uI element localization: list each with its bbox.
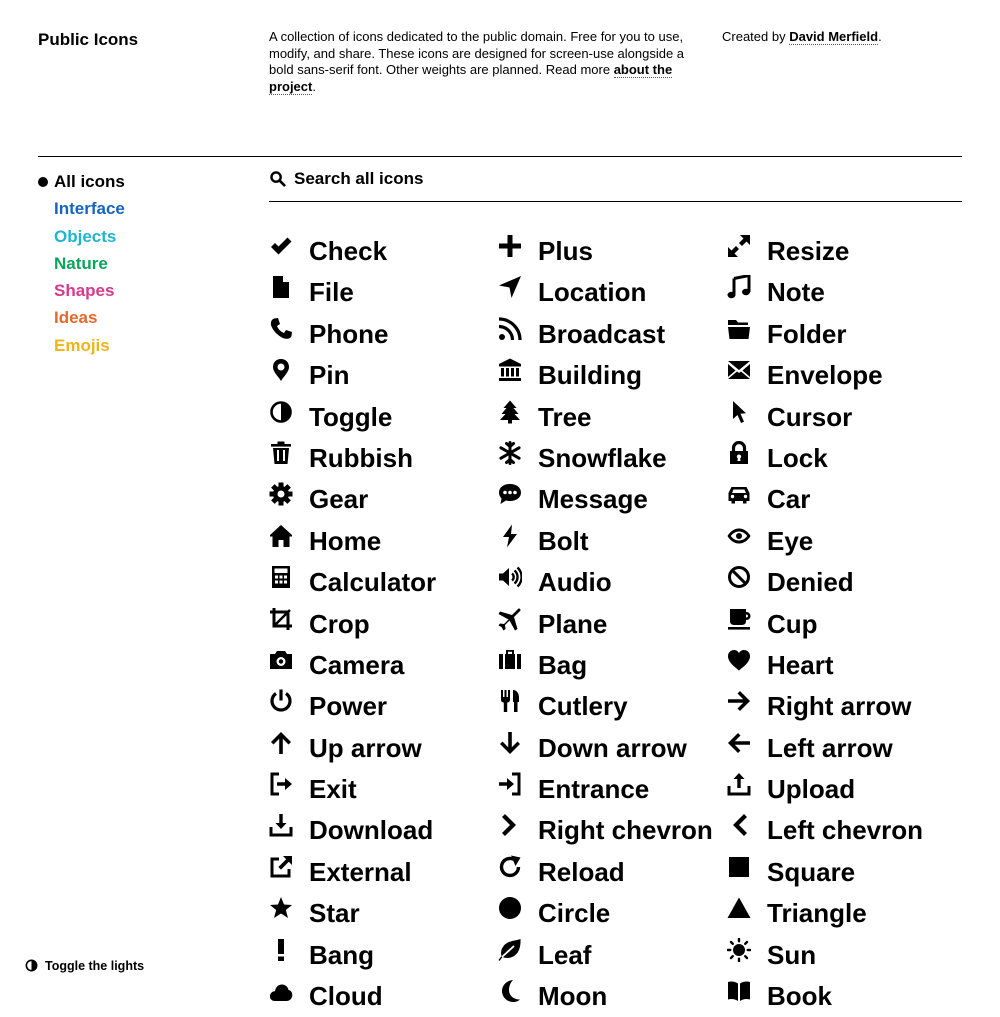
envelope-icon: [727, 358, 751, 382]
eye-icon: [727, 524, 751, 548]
nav-item-label: Emojis: [54, 335, 110, 355]
book-icon: [727, 979, 751, 1003]
icon-label: Home: [309, 525, 382, 556]
message-icon: [498, 482, 522, 506]
heart-icon: [727, 648, 751, 672]
sun-icon: [727, 938, 751, 962]
icon-label: Square: [767, 856, 856, 887]
phone-icon: [269, 317, 293, 341]
icon-label: Note: [767, 277, 825, 308]
leaf-icon: [498, 938, 522, 962]
left-arrow-icon: [727, 731, 751, 755]
icon-label: Phone: [309, 318, 389, 349]
up-arrow-icon: [269, 731, 293, 755]
entrance-icon: [498, 772, 522, 796]
about-link[interactable]: about the project: [269, 62, 673, 94]
denied-icon: [727, 565, 751, 589]
icon-label: Bag: [538, 649, 588, 680]
icon-label: Calculator: [309, 567, 437, 598]
icon-label: Camera: [309, 649, 405, 680]
nav-item-emojis[interactable]: [38, 336, 125, 363]
cursor-icon: [727, 400, 751, 424]
bang-icon: [269, 938, 293, 962]
icon-label: Resize: [767, 236, 850, 266]
star-icon: [269, 896, 293, 920]
icon-label: Plus: [538, 236, 593, 266]
icon-label: Power: [309, 691, 388, 722]
toggle-icon: [269, 400, 293, 424]
nav-item-ideas[interactable]: [38, 308, 125, 335]
credit-prefix: Created by: [722, 29, 790, 44]
folder-icon: [727, 317, 751, 341]
crop-icon: [269, 607, 293, 631]
calculator-icon: [269, 565, 293, 589]
external-icon: [269, 855, 293, 879]
toggle-lights-label: Toggle the lights: [45, 959, 145, 973]
icon-label: Circle: [538, 898, 611, 929]
lock-icon: [727, 441, 751, 465]
icon-label: Exit: [309, 774, 357, 805]
bolt-icon: [498, 524, 522, 548]
icon-label: Right arrow: [767, 691, 912, 722]
icon-label: Upload: [767, 774, 856, 805]
nav-item-label: All icons: [54, 172, 125, 191]
icon-label: Moon: [538, 981, 608, 1012]
intro-body: A collection of icons dedicated to the public domain. Free for you to use, modify, and share. These icons are designed for screen-use alongside a bold sans-serif font. Other weights are planned. Read more: [269, 29, 685, 77]
icon-label: Envelope: [767, 360, 883, 391]
icon-label: Crop: [309, 608, 370, 639]
icon-label: Leaf: [538, 939, 592, 970]
site-title[interactable]: Public Icons: [38, 30, 139, 49]
icon-label: Lock: [767, 442, 828, 473]
icon-label: Rubbish: [309, 442, 413, 473]
icon-label: Up arrow: [309, 732, 422, 763]
right-arrow-icon: [727, 689, 751, 713]
nav-item-label: Ideas: [54, 308, 98, 328]
icon-label: Star: [309, 898, 360, 929]
check-icon: [269, 234, 293, 258]
audio-icon: [498, 565, 522, 589]
nav-item-shapes[interactable]: [38, 281, 125, 308]
icon-label: Left chevron: [767, 815, 924, 846]
nav-item-label: Nature: [54, 253, 108, 273]
icon-label: Toggle: [309, 401, 393, 432]
search-bar: [269, 166, 962, 202]
icon-label: Bolt: [538, 525, 589, 556]
plus-icon: [498, 234, 522, 258]
icon-label: Bang: [309, 939, 374, 970]
icon-label: Cutlery: [538, 691, 628, 722]
icon-label: Eye: [767, 525, 814, 556]
plane-icon: [498, 607, 522, 631]
building-icon: [498, 358, 522, 382]
credit: [722, 29, 882, 44]
exit-icon: [269, 772, 293, 796]
car-icon: [727, 482, 751, 506]
icon-label: Pin: [309, 360, 350, 391]
author-link[interactable]: David Merfield: [789, 29, 879, 44]
icon-label: Download: [309, 815, 434, 846]
home-icon: [269, 524, 293, 548]
header-divider: [38, 156, 962, 157]
toggle-icon: [25, 959, 38, 972]
nav-item-all-icons[interactable]: [38, 172, 125, 199]
icon-label: File: [309, 277, 354, 308]
nav-item-nature[interactable]: [38, 254, 125, 281]
icon-label: Building: [538, 360, 642, 391]
file-icon: [269, 275, 293, 299]
nav-item-interface[interactable]: [38, 199, 125, 226]
icon-label: Snowflake: [538, 442, 667, 473]
reload-icon: [498, 855, 522, 879]
tree-icon: [498, 400, 522, 424]
category-nav: [38, 172, 125, 363]
icon-label: Car: [767, 484, 811, 515]
location-icon: [498, 275, 522, 299]
left-chevron-icon: [727, 813, 751, 837]
download-icon: [269, 813, 293, 837]
cutlery-icon: [498, 689, 522, 713]
icon-label: Triangle: [767, 898, 867, 929]
bag-icon: [498, 648, 522, 672]
intro-end: .: [312, 78, 316, 94]
nav-item-objects[interactable]: [38, 227, 125, 254]
icon-label: Entrance: [538, 774, 650, 805]
snowflake-icon: [498, 441, 522, 465]
icon-label: Reload: [538, 856, 625, 887]
icon-label: Denied: [767, 567, 854, 598]
nav-item-label: Shapes: [54, 281, 115, 301]
icon-label: Heart: [767, 649, 834, 680]
icon-label: Gear: [309, 484, 369, 515]
upload-icon: [727, 772, 751, 796]
icon-label: Cursor: [767, 401, 853, 432]
camera-icon: [269, 648, 293, 672]
pin-icon: [269, 358, 293, 382]
note-icon: [727, 275, 751, 299]
icon-label: Location: [538, 277, 647, 308]
triangle-icon: [727, 896, 751, 920]
icon-label: Cup: [767, 608, 818, 639]
icon-label: Broadcast: [538, 318, 666, 349]
icon-label: Audio: [538, 567, 612, 598]
icon-label: Plane: [538, 608, 608, 639]
icon-label: Check: [309, 236, 388, 266]
down-arrow-icon: [498, 731, 522, 755]
search-input[interactable]: [291, 166, 894, 192]
intro-text: [269, 29, 689, 95]
icon-label: External: [309, 856, 412, 887]
moon-icon: [498, 979, 522, 1003]
icon-label: Tree: [538, 401, 592, 432]
circle-icon: [498, 896, 522, 920]
square-icon: [727, 855, 751, 879]
icon-label: Book: [767, 981, 832, 1012]
rubbish-icon: [269, 441, 293, 465]
icon-label: Sun: [767, 939, 817, 970]
resize-icon: [727, 234, 751, 258]
cloud-icon: [269, 979, 293, 1003]
icon-label: Down arrow: [538, 732, 687, 763]
icon-label: Right chevron: [538, 815, 713, 846]
power-icon: [269, 689, 293, 713]
search-icon: [269, 170, 286, 187]
cup-icon: [727, 607, 751, 631]
icon-label: Left arrow: [767, 732, 893, 763]
gear-icon: [269, 482, 293, 506]
nav-item-label: Objects: [54, 226, 117, 246]
active-indicator: [38, 177, 48, 187]
nav-item-label: Interface: [54, 199, 125, 219]
right-chevron-icon: [498, 813, 522, 837]
broadcast-icon: [498, 317, 522, 341]
icon-label: Message: [538, 484, 648, 515]
icon-label: Folder: [767, 318, 847, 349]
credit-end: .: [878, 29, 882, 44]
icon-label: Cloud: [309, 981, 383, 1012]
